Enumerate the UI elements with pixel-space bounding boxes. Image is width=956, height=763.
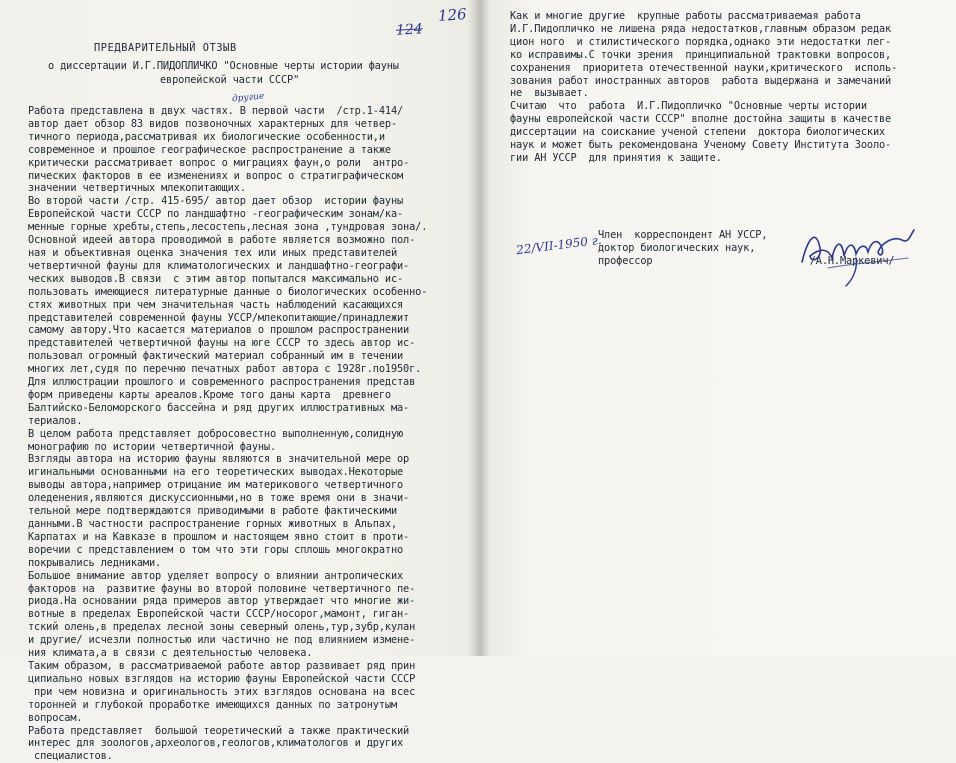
review-title: ПРЕДВАРИТЕЛЬНЫЙ ОТЗЫВ [94,42,237,54]
handwritten-correction: другие [231,91,265,105]
review-subtitle-line1: о диссертации И.Г.ПИДОПЛИЧКО "Основные черты истории фауны [48,60,399,72]
crossed-page-number: 124 [395,21,424,39]
signatory-block: Член корреспондент АН УССР, доктор биологических наук, профессор /А.Н.Маркевич/ [598,229,895,267]
left-page-body: Работа представлена в двух частях. В первой части /стр.1-414/ автор дает обзор 83 видов позвоночных характерных для четвер- тичного периода,рассматривая их биологические особенности,и современное и прошлое географическое распространение а также критически рассматривает вопрос о миграциях фаун,о роли антро- пических факторов в ее изменениях и вопрос о стратиграфическом значении четвертичных млекопитающих. Во второй части /стр. 415-695/ автор дает обзор истории фауны Европейской части СССР по ландшафтно -географическим зонам/ка- менные горные хребты,степь,лесостепь,лесная зона ,тундровая зона/. Основной идеей автора проводимой в работе является возможно пол- ная и объективная оценка значения тех или иных представителей четвертичной фауны для климатологических и ландшафтно-географи- ческих выводов.В связи с этим автор попытался максимально ис- пользовать имеющиеся литературные данные о биологических особенно- стях животных при чем значительная часть наблюдений касающихся представителей современной фауны УССР/млекопитающие/принадлежит самому автору.Что касается материалов о прошлом распространении представителей четвертичной фауны на юге СССР то здесь автор ис- пользовал огромный фактический материал собранный им в течении многих лет,судя по перечню печатных работ автора с 1928г.по1950г. Для иллюстрации прошлого и современного распространения представ форм приведены карты ареалов.Кроме того даны карта древнего Балтийско-Беломорского бассейна и ряд других иллюстративных ма- териалов. В целом работа представляет добросовестно выполненную,солидную монографию по истории четвертичной фауны. Взгляды автора на историю фауны являются в значительной мере ор игинальными основанными на его теоретических выводах.Некоторые выводы автора,например отрицание им материкового четвертичного оледенения,являются дискуссионными,но в тоже время они в значи- тельной мере подтверждаются приводимыми в работе фактическими данными.В частности распространение горных животных в Альпах, Карпатах и на Кавказе в прошлом и настоящем явно стоит в проти- воречии с представлением о том что эти горы сплошь многократно покрывались ледниками. Большое внимание автор уделяет вопросу о влиянии антропических факторов на развитие фауны во второй половине четвертичного пе- риода.На основании ряда примеров автор утверждает что многие жи- вотные в пределах Европейской части СССР/носорог,мамонт, гиган- тский олень,в пределах лесной зоны северный олень,тур,зубр,кулан и другие/ исчезли полностью или частично не под влиянием измене- ния климата,а в связи с деятельностью человека. Таким образом, в рассматриваемой работе автор развивает ряд прин ципиально новых взглядов на историю фауны Европейской части СССР при чем новизна и оригинальность этих взглядов основана на всес торонней и глубокой проработке имеющихся данных по затронутым вопросам. Работа представляет большой теоретический а также практический интерес для зоологов,археологов,геологов,климатологов и других специалистов. [28,105,428,763]
handwritten-date: 22/VII-1950 г. [515,232,603,258]
page-number: 126 [437,5,468,25]
page-fold [468,0,490,656]
handwritten-signature [798,218,918,288]
review-subtitle-line2: европейской части СССР" [160,74,300,86]
right-page [478,0,956,656]
right-page-body: Как и многие другие крупные работы рассматриваемая работа И.Г.Пидопличко не лишена ряда недостатков,главным образом редак цион ного и стилистического порядка,однако эти недостатки лег- ко исправимы.С точки зрения принципиальной трактовки вопросов, сохранения приоритета отечественной науки,критического исполь- зования работ иностранных авторов работа выдержана и замечаний не вызывает. Считаю что работа И.Г.Пидопличко "Основные черты истории фауны европейской части СССР" вполне достойна защиты в качестве диссертации на соискание ученой степени доктора биологических наук и может быть рекомендована Ученому Совету Института Зооло- гии АН УССР для принятия к защите. [510,10,898,164]
